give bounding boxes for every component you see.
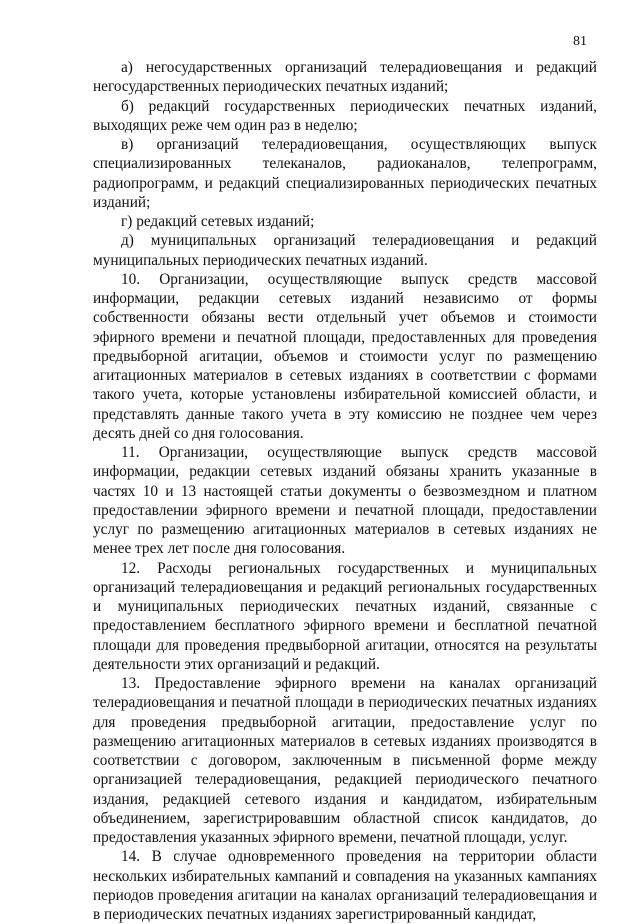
paragraph-g: г) редакций сетевых изданий; — [121, 213, 315, 230]
paragraph-d: д) муниципальных организаций телерадиовещания и редакций муниципальных периодических печатных изданий. — [93, 232, 597, 269]
document-body — [93, 58, 597, 924]
paragraph-11: 11. Организации, осуществляющие выпуск средств массовой информации, редакции сетевых изданий обязаны хранить указанные в частях 10 и 13 настоящей статьи документы о безвозмездном и платном предоставлении эфирного времени и печатной площади, предоставлении услуг по размещению агитационных материалов в сетевых изданиях не менее трех лет после дня голосования. — [93, 444, 597, 558]
page-number: 81 — [573, 34, 587, 49]
paragraph-b: б) редакций государственных периодических печатных изданий, выходящих реже чем один раз в неделю; — [93, 97, 597, 134]
paragraph-10: 10. Организации, осуществляющие выпуск средств массовой информации, редакции сетевых изданий независимо от формы собственности обязаны вести отдельный учет объемов и стоимости эфирного времени и печатной площади, предоставленных для проведения предвыборной агитации, объемов и стоимости услуг по размещению агитационных материалов в сетевых изданиях в соответствии с формами такого учета, которые установлены избирательной комиссией области, и представлять данные такого учета в эту комиссию не позднее чем через десять дней со дня голосования. — [93, 270, 597, 442]
paragraph-a: а) негосударственных организаций телерадиовещания и редакций негосударственных периодических печатных изданий; — [93, 59, 597, 96]
paragraph-12: 12. Расходы региональных государственных и муниципальных организаций телерадиовещания и редакций региональных государственных и муниципальных периодических печатных изданий, связанные с предоставлением бесплатного эфирного времени и бесплатной печатной площади для проведения предвыборной агитации, относятся на результаты деятельности этих организаций и редакций. — [93, 559, 597, 673]
paragraph-v: в) организаций телерадиовещания, осуществляющих выпуск специализированных телеканалов, радиоканалов, телепрограмм, радиопрограмм, и редакций специализированных периодических печатных изданий; — [93, 136, 597, 211]
paragraph-13: 13. Предоставление эфирного времени на каналах организаций телерадиовещания и печатной площади в периодических печатных изданиях для проведения предвыборной агитации, предоставление услуг по размещению агитационных материалов в сетевых изданиях производятся в соответствии с договором, заключенным в письменной форме между организацией телерадиовещания, редакцией периодического печатного издания, редакцией сетевого издания и кандидатом, избирательным объединением, зарегистрировавшим областной список кандидатов, до предоставления указанных эфирного времени, печатной площади, услуг. — [93, 675, 597, 846]
paragraph-14: 14. В случае одновременного проведения на территории области нескольких избирательных кампаний и совпадения на указанных кампаниях периодов проведения агитации на каналах организаций телерадиовещания и в периодических печатных изданиях зарегистрированный кандидат, — [93, 848, 597, 923]
